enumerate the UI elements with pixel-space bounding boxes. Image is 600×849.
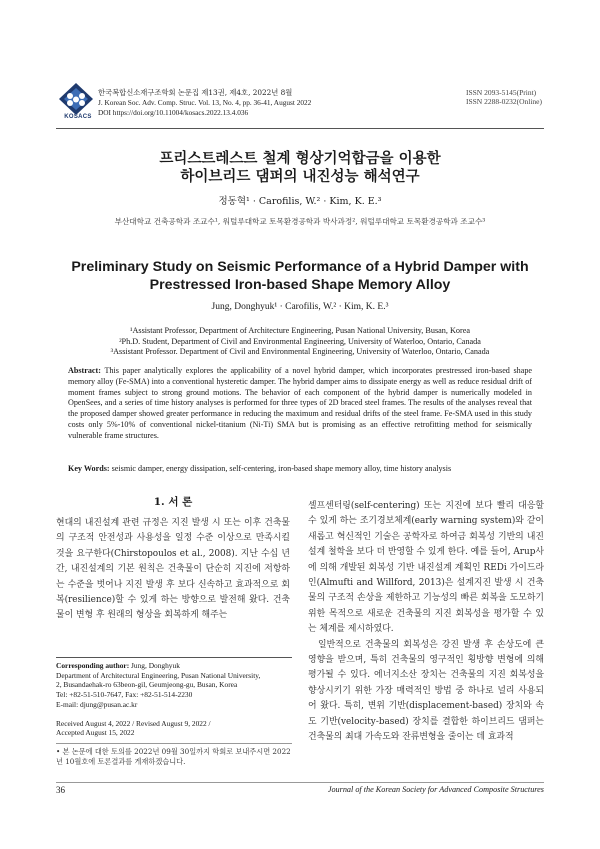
logo-diamond-icon — [58, 82, 94, 116]
corresponding-dept: Department of Architectural Engineering, Pusan National University, — [56, 670, 261, 680]
section-heading: 1. 서 론 — [153, 496, 193, 508]
intro-paragraph-2: 셀프센터링(self-centering) 또는 지진에 보다 빨리 대응할 수 있게 하는 조기경보체계(early warning system)와 같이 새롭고 혁신적인 기술은 공학자로 하여금 회복성 기반의 내진설계 철학을 보다 더 반영할 수 있게 한다. 예를 들어, Arup사에 의해 개발된 회복성 기반 내진설계 계획인 REDi 가이드라인(Almufti and Willford, 2013)은 설계지진 발생 시 건축물의 구조적 손상을 제한하고 기능성의 빠른 회복을 도모하기 위한 목적으로 새로운 건축물의 지진 회복성을 평가할 수 있는 체계를 제시하였다. — [308, 501, 544, 635]
journal-info-english: J. Korean Soc. Adv. Comp. Struc. Vol. 13, No. 4, pp. 36-41, August 2022 — [98, 98, 312, 107]
corresponding-phone: Tel: +82-51-510-7647, Fax: +82-51-514-2230 — [56, 690, 193, 700]
abstract-text: This paper analytically explores the applicability of a novel hybrid damper, which incorporates prestressed iron-based shape memory alloy (Fe-SMA) into a conventional hysteretic damper. The hybrid damper aims to dissipate energy as well as reduce residual drift of moment frames subject to strong ground motions. The behavior of each component of the hybrid damper is numerically modeled in OpenSees, and a series of time history analyses is performed for three types of 2D braced steel frames. The results of the analyses reveal that the proposed damper showed greater performance in reducing the maximum and residual drifts of the steel frame. Fe-SMA used in this study costs only 5%-10% of conventional nickel-titanium (Ni-Ti) SMA but is promising as an effective retrofitting method for seismically vulnerable frame structures. — [68, 366, 532, 440]
korean-affiliations: 부산대학교 건축공학과 조교수¹, 워털루대학교 토목환경공학과 박사과정², 워털루대학교 토목환경공학과 조교수³ — [114, 217, 486, 226]
doi-link[interactable]: DOI https://doi.org/10.11004/kosacs.2022.13.4.036 — [98, 108, 249, 117]
journal-logo — [58, 82, 94, 116]
korean-title — [0, 150, 600, 186]
header-rule — [56, 128, 544, 129]
korean-title-line2: 하이브리드 댐퍼의 내진성능 해석연구 — [180, 168, 420, 185]
abstract — [68, 366, 532, 442]
english-title-line2: Prestressed Iron-based Shape Memory Alloy — [149, 277, 451, 293]
corresponding-name: Jung, Donghyuk — [131, 661, 180, 670]
korean-authors: 정동혁¹ · Carofilis, W.² · Kim, K. E.³ — [218, 196, 382, 207]
keywords — [68, 464, 538, 475]
corresponding-email[interactable]: E-mail: djung@pusan.ac.kr — [56, 699, 138, 709]
affiliation-3: ³Assistant Professor. Department of Civil and Environmental Engineering, University of Waterloo, Ontario, Canada — [110, 347, 490, 356]
footer-rule — [56, 782, 544, 783]
english-affiliations — [0, 326, 600, 358]
right-column-text — [308, 499, 544, 746]
received-date: Received August 4, 2022 / Revised August 9, 2022 / — [56, 718, 211, 728]
abstract-label: Abstract: — [68, 366, 101, 375]
journal-info-korean: 한국복합신소재구조학회 논문집 제13권, 제4호, 2022년 8월 — [98, 88, 293, 97]
logo-text: KOSACS — [64, 114, 92, 120]
korean-title-line1: 프리스트레스트 철계 형상기억합금을 이용한 — [159, 150, 441, 167]
keywords-label: Key Words: — [68, 464, 110, 473]
discussion-note: • 본 논문에 대한 토의를 2022년 09월 30일까지 학회로 보내주시면 2022년 10월호에 토론결과를 게재하겠습니다. — [56, 747, 291, 766]
corresponding-label: Corresponding author: — [56, 661, 130, 670]
corresponding-address: 2, Busandaehak-ro 63beon-gil, Geumjeong-gu, Busan, Korea — [56, 680, 238, 690]
page-number: 36 — [56, 785, 65, 795]
english-title-line1: Preliminary Study on Seismic Performance of a Hybrid Damper with — [71, 259, 529, 275]
english-title — [0, 258, 600, 294]
issn-block — [466, 88, 542, 106]
intro-paragraph-3: 일반적으로 건축물의 회복성은 강진 발생 후 손상도에 큰 영향을 받으며, 특히 건축물의 영구적인 횡방향 변형에 의해 평가될 수 있다. 에너지소산 장치는 건축물의 지진 회복성을 향상시키기 위한 가장 매력적인 방법 중 하나로 널리 사용되어 왔다. 특히, 변위 기반(displacement-based) 장치와 속도 기반(velocity-based) 장치를 결합한 하이브리드 댐퍼는 건축물의 최대 가속도와 잔류변형을 줄이는 데 효과적 — [308, 639, 544, 743]
journal-name: Journal of the Korean Society for Advanced Composite Structures — [327, 785, 544, 794]
issn-online: ISSN 2288-0232(Online) — [465, 97, 542, 106]
accepted-date: Accepted August 15, 2022 — [56, 728, 135, 738]
correspondence-box — [56, 657, 292, 738]
intro-paragraph-1: 현대의 내진설계 관련 규정은 지진 발생 시 또는 이후 건축물의 구조적 안전성과 사용성을 일정 수준 이상으로 만족시킬 것을 요구한다(Chirstopoulos et al., 2008). 지난 수십 년간, 내진설계의 기본 원칙은 건축물이 단순히 지진에 저항하는 수준을 벗어나 지진 발생 후 보다 신속하고 효과적으로 회복(resilience)할 수 있게 하는 방향으로 발전해 왔다. 건축물이 변형 후 원래의 형상을 회복하게 해주는 — [56, 518, 290, 621]
affiliation-1: ¹Assistant Professor, Department of Architecture Engineering, Pusan National University, Busan, Korea — [130, 326, 470, 335]
issn-print: ISSN 2093-5145(Print) — [465, 88, 537, 97]
note-rule — [56, 743, 292, 744]
left-column-text — [56, 516, 290, 624]
affiliation-2: ²Ph.D. Student, Department of Civil and Environmental Engineering, University of Waterloo, Ontario, Canada — [119, 336, 481, 346]
keywords-text: seismic damper, energy dissipation, self-centering, iron-based shape memory alloy, time history analysis — [111, 464, 452, 473]
english-authors: Jung, Donghyuk¹ · Carofilis, W.² · Kim, K. E.³ — [211, 302, 389, 312]
